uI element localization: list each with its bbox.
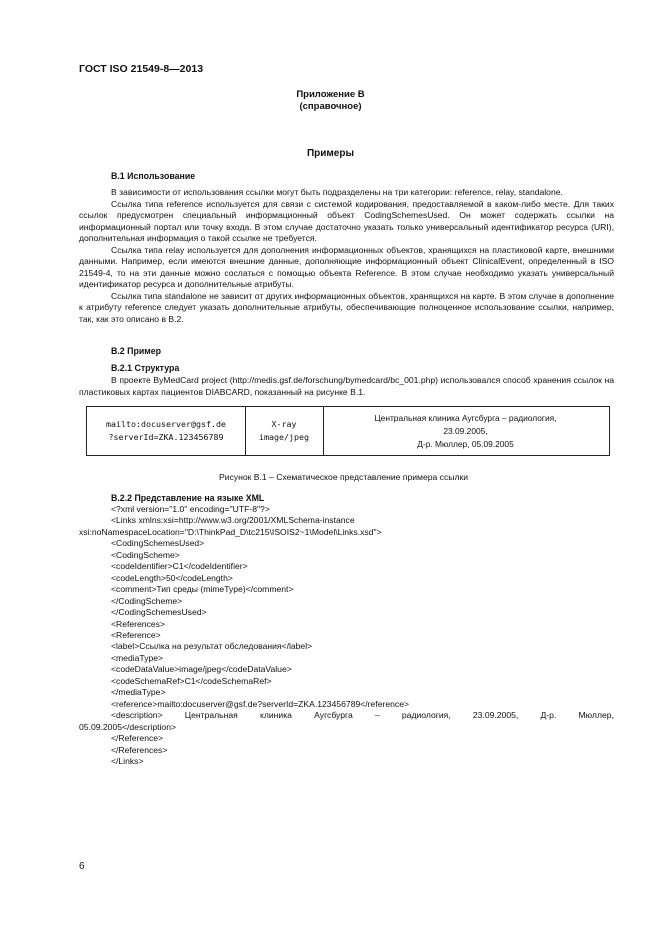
paragraph: В проекте ByMedCard project (http://medis.gsf.de/forschung/bymedcard/bc_001.php) использовался способ хранения ссылок на пластиковых картах пациентов DIABCARD, показанный на рисунке В.1. [79, 375, 614, 397]
section-b22-heading: В.2.2 Представление на языке XML [111, 493, 265, 503]
xml-line: </Reference> [111, 733, 164, 744]
xml-word: Центральная [184, 710, 238, 721]
examples-heading: Примеры [306, 148, 355, 159]
figure-cell-uri [87, 407, 246, 455]
figure-text: image/jpeg [259, 432, 309, 442]
xml-line: <Reference> [111, 629, 161, 640]
xml-line: <Links xmlns:xsi=http://www.w3.org/2001/XMLSchema-instance [111, 515, 355, 526]
xml-line: <CodingSchemesUsed> [111, 538, 205, 549]
xml-word: Мюллер, [578, 710, 614, 721]
xml-line: <codeSchemaRef>C1</codeSchemaRef> [111, 675, 272, 686]
xml-line: <label>Ссылка на результат обследования</label> [111, 641, 313, 652]
xml-line: </Links> [111, 755, 144, 766]
figure-text: X-ray [271, 419, 297, 429]
figure-text: Центральная клиника Аугсбурга – радиология, [374, 412, 557, 423]
xml-line: <codeIdentifier>C1</codeIdentifier> [111, 561, 248, 572]
appendix-subtitle: (справочное) [299, 101, 362, 112]
xml-line: xsi:noNamespaceLocation="D:\ThinkPad_D\tc215\ISOIS2~1\Model\Links.xsd"> [79, 526, 382, 537]
xml-line: <mediaType> [111, 652, 164, 663]
section-b1-body [79, 187, 614, 325]
xml-word: Д-р. [540, 710, 557, 721]
xml-listing [79, 504, 614, 767]
xml-line: </CodingSchemesUsed> [111, 607, 207, 618]
xml-word: <description> [111, 710, 163, 721]
figure-text: Д-р. Мюллер, 05.09.2005 [417, 438, 514, 449]
figure-caption: Рисунок В.1 – Схематическое представление примера ссылки [218, 472, 469, 482]
xml-line: <codeDataValue>image/jpeg</codeDataValue> [111, 664, 292, 675]
paragraph: Ссылка типа standalone не зависит от других информационных объектов, хранящихся на карте. В этом случае в дополнение к атрибуту reference следует указать дополнительные атрибуты, обеспечивающие полноценное использование ссылки, например, так, как это описано в В.2. [79, 290, 614, 324]
xml-word: Аугсбурга [314, 710, 353, 721]
section-b2-heading: В.2 Пример [111, 346, 162, 356]
figure-text: mailto:docuserver@gsf.de [106, 419, 226, 429]
xml-line: <CodingScheme> [111, 549, 180, 560]
xml-word: клиника [260, 710, 292, 721]
xml-line-justified [79, 710, 614, 721]
xml-word: радиология, [401, 710, 451, 721]
xml-line: <comment>Тип среды (mimeType)</comment> [111, 584, 294, 595]
page-number: 6 [79, 861, 85, 872]
xml-line: </CodingScheme> [111, 595, 183, 606]
figure-cell-description [323, 407, 608, 455]
xml-line: <codeLength>50</codeLength> [111, 572, 233, 583]
paragraph: Ссылка типа relay используется для дополнения информационных объектов, хранящихся на пластиковой карте, внешними данными. Например, если имеются внешние данные, дополняющие информационный объект ClinicalEvent, определенный в ISO 21549-4, то на эти данные можно сослаться с помощью объекта Reference. В этом случае необходимо указать универсальный идентификатор ресурса и дополнительные атрибуты. [79, 244, 614, 289]
appendix-title: Приложение В [296, 89, 365, 100]
xml-line: 05.09.2005</description> [79, 721, 176, 732]
xml-line: <?xml version="1.0" encoding="UTF-8"?> [111, 504, 270, 514]
figure-text: ?serverId=ZKA.123456789 [108, 432, 224, 442]
figure-text: 23.09.2005, [443, 425, 488, 436]
xml-line: </mediaType> [111, 687, 166, 698]
xml-line: <reference>mailto:docuserver@gsf.de?serverId=ZKA.123456789</reference> [111, 698, 409, 709]
section-b21-heading: В.2.1 Структура [111, 363, 180, 373]
xml-line: <References> [111, 618, 165, 629]
section-b1-heading: В.1 Использование [111, 171, 196, 181]
appendix-title-block [79, 89, 582, 113]
paragraph: Ссылка типа reference используется для связи с системой кодирования, предоставляемой в каком-либо месте. Для таких ссылок предусмотрен специальный информационный объект CodingSchemesUsed. Он может содержать ссылки на информационный портал или точку входа. В этом случае достаточно указать только универсальный идентификатор ресурса (URI), дополнительная информация о такой ссылке не требуется. [79, 198, 614, 243]
xml-word: – [374, 710, 380, 721]
reference-structure-figure [86, 406, 610, 456]
figure-cell-media-type [245, 407, 324, 455]
standard-header: ГОСТ ISO 21549-8—2013 [79, 63, 204, 75]
xml-line: </References> [111, 744, 168, 755]
xml-word: 23.09.2005, [472, 710, 519, 721]
section-b21-body [79, 375, 614, 398]
paragraph: В зависимости от использования ссылки могут быть подразделены на три категории: reference, relay, standalone. [111, 187, 563, 197]
